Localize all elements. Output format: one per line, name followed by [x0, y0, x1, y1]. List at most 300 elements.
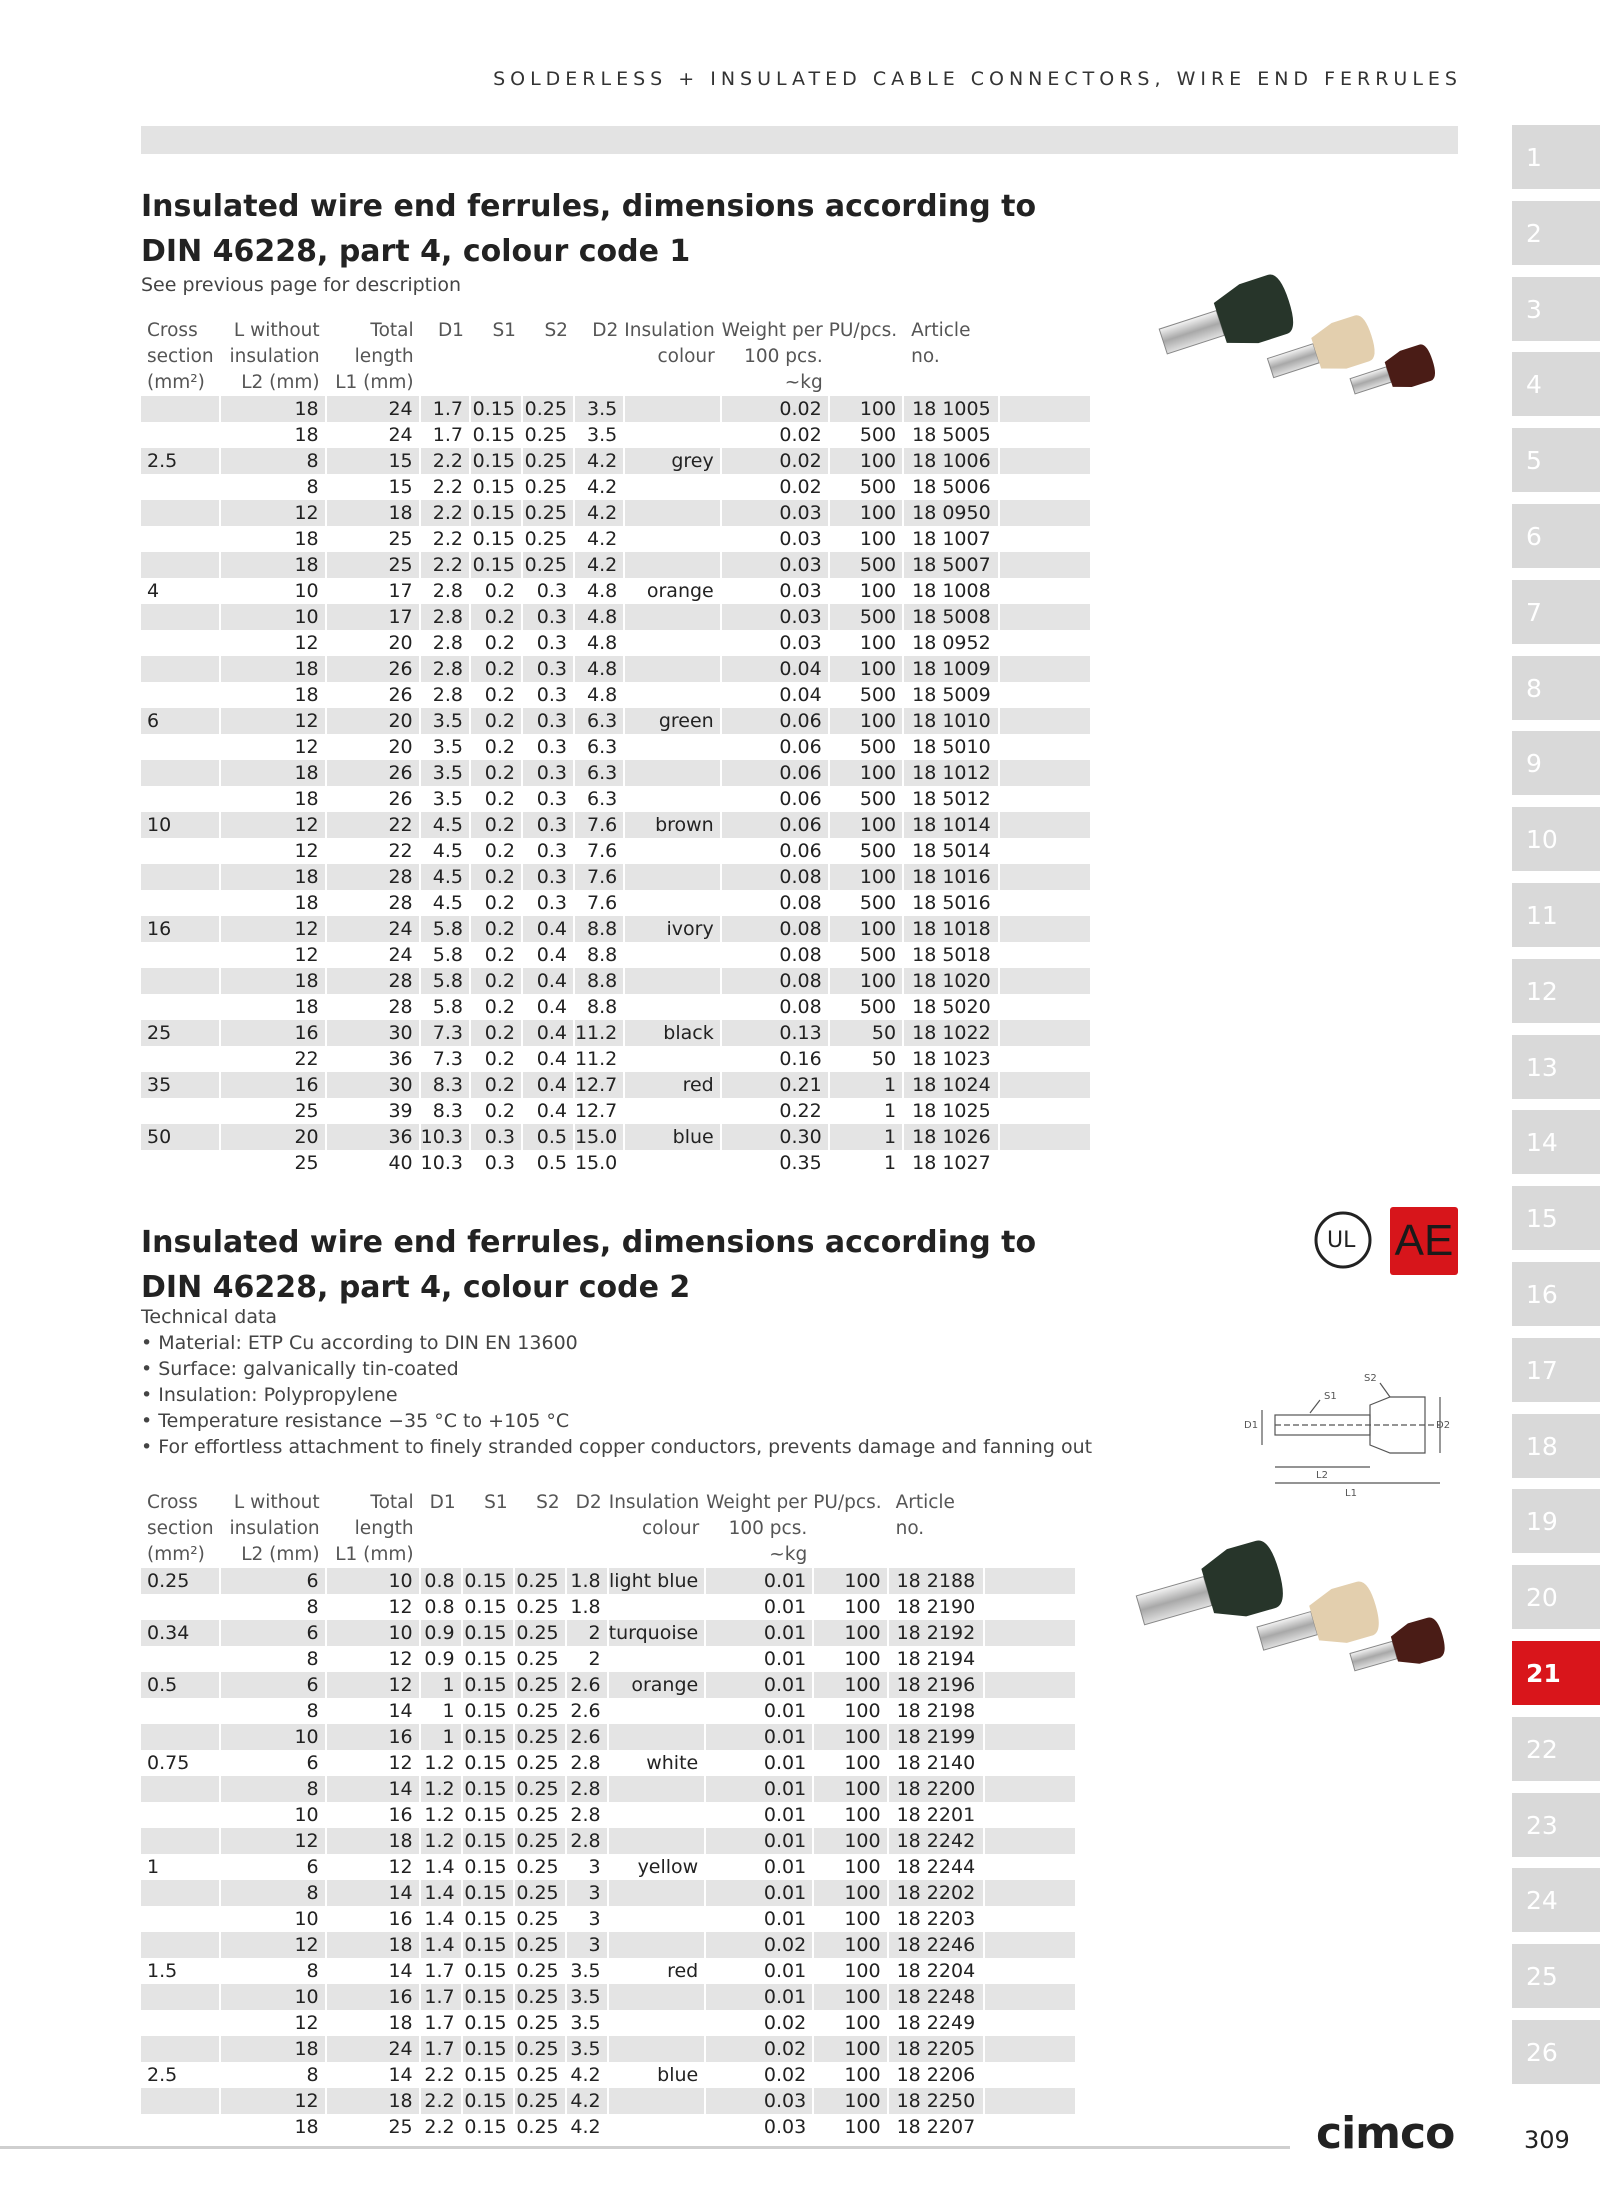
table-cell: [141, 890, 220, 916]
table-cell: 0.4: [522, 968, 574, 994]
table-cell: 0.2: [470, 760, 522, 786]
technical-data: [141, 1304, 1092, 1460]
table-cell: 18: [220, 422, 326, 448]
table-cell-spacer: [984, 1958, 1076, 1984]
table-cell: 100: [813, 1854, 887, 1880]
technical-data-heading: Technical data: [141, 1306, 278, 1328]
table-cell: brown: [624, 812, 720, 838]
table-cell: 18 1016: [903, 864, 999, 890]
table-cell: 10.3: [420, 1124, 470, 1150]
table-cell: 0.25: [514, 1620, 566, 1646]
table-row: [141, 1646, 1076, 1672]
table-cell: [624, 552, 720, 578]
table-cell: 30: [326, 1072, 420, 1098]
table-cell: 4.2: [566, 2088, 608, 2114]
page-number: 309: [1524, 2126, 1570, 2154]
table-cell: 12: [220, 916, 326, 942]
table-cell: [608, 1932, 706, 1958]
table-cell-spacer: [984, 1672, 1076, 1698]
table-cell: 0.25: [522, 552, 574, 578]
table-cell: 18: [220, 2114, 326, 2140]
table-cell: [624, 968, 720, 994]
table-cell: 3: [566, 1932, 608, 1958]
svg-text:D1: D1: [1244, 1420, 1259, 1431]
table-cell: [624, 734, 720, 760]
chapter-tab-26[interactable]: 26: [1512, 2020, 1600, 2084]
table-cell: 0.08: [721, 864, 829, 890]
table-cell: 8: [220, 1594, 326, 1620]
col-insulation: Insulation colour: [608, 1492, 700, 1539]
table-cell: 18 2207: [888, 2114, 984, 2140]
table-cell: 100: [813, 1802, 887, 1828]
table-cell: 18 5009: [903, 682, 999, 708]
table-cell: 0.03: [721, 578, 829, 604]
table-cell: 18 2244: [888, 1854, 984, 1880]
table-cell: 1.5: [141, 1958, 220, 1984]
table-cell: 3: [566, 1906, 608, 1932]
table-cell: 6: [220, 1672, 326, 1698]
table-cell: 100: [829, 526, 903, 552]
table-cell: 0.25: [514, 1646, 566, 1672]
table-cell: 7.3: [420, 1046, 470, 1072]
table-cell: 7.6: [574, 864, 624, 890]
col-weight: Weight per 100 pcs. ~kg: [721, 320, 823, 393]
table-cell: 1: [829, 1124, 903, 1150]
table-cell: 18: [220, 760, 326, 786]
chapter-tab-19[interactable]: 19: [1512, 1489, 1600, 1553]
table-cell: 22: [326, 838, 420, 864]
col-d1: D1: [437, 320, 464, 341]
ae-certification-icon: AE: [1390, 1207, 1458, 1275]
table-cell: 8: [220, 1880, 326, 1906]
table-cell: 0.01: [705, 1750, 813, 1776]
table-cell: 100: [813, 1698, 887, 1724]
table-row: [141, 760, 1091, 786]
table-cell: 100: [829, 864, 903, 890]
table-cell: [608, 1698, 706, 1724]
table-cell: 15: [326, 448, 420, 474]
table-cell: [141, 396, 220, 422]
table-cell: 100: [813, 2010, 887, 2036]
table-cell: 5.8: [420, 968, 470, 994]
table-cell: 18 2249: [888, 2010, 984, 2036]
table-cell: 25: [141, 1020, 220, 1046]
table-cell: 0.01: [705, 1672, 813, 1698]
table-cell: 0.25: [522, 422, 574, 448]
tech-item: • Temperature resistance −35 °C to +105 °C: [141, 1408, 1092, 1434]
table-cell: 6: [220, 1568, 326, 1594]
tech-item: • Insulation: Polypropylene: [141, 1382, 1092, 1408]
table-cell: 18: [326, 500, 420, 526]
chapter-tab-25[interactable]: 25: [1512, 1944, 1600, 2008]
table-cell: 12: [326, 1672, 420, 1698]
svg-text:S2: S2: [1364, 1373, 1377, 1384]
table-cell: 100: [813, 1594, 887, 1620]
table-cell: 500: [829, 786, 903, 812]
table-cell: 0.2: [470, 1046, 522, 1072]
table-cell-spacer: [999, 1020, 1091, 1046]
table-cell: 0.25: [514, 1984, 566, 2010]
table-cell: 15: [326, 474, 420, 500]
table-cell: 0.25: [514, 2010, 566, 2036]
table-cell: 24: [326, 396, 420, 422]
table-cell-spacer: [984, 1984, 1076, 2010]
table-cell: blue: [608, 2062, 706, 2088]
table-cell: 1: [829, 1072, 903, 1098]
table-cell-spacer: [999, 942, 1091, 968]
table-cell: 0.25: [514, 1958, 566, 1984]
col-weight: Weight per 100 pcs. ~kg: [706, 1492, 808, 1565]
table-cell: 18: [220, 994, 326, 1020]
chapter-tab-18[interactable]: 18: [1512, 1414, 1600, 1478]
table-cell: 0.25: [514, 2062, 566, 2088]
table-cell: 16: [220, 1072, 326, 1098]
chapter-tab-21[interactable]: 21: [1512, 1641, 1600, 1705]
table-cell: 0.25: [514, 1672, 566, 1698]
table-cell: 0.25: [514, 1750, 566, 1776]
table-row: [141, 500, 1091, 526]
table-cell: [624, 1046, 720, 1072]
tech-item: • For effortless attachment to finely stranded copper conductors, prevents damage and fanning out: [141, 1434, 1092, 1460]
table-cell: 35: [141, 1072, 220, 1098]
table-cell-spacer: [999, 604, 1091, 630]
table-cell: 0.15: [470, 474, 522, 500]
table-cell: [624, 682, 720, 708]
table-cell: 0.15: [462, 2088, 514, 2114]
table-cell: 1.7: [420, 1958, 462, 1984]
col-cross-section: Cross section (mm²): [147, 320, 214, 393]
table-cell: 6.3: [574, 786, 624, 812]
table-cell: 18 2204: [888, 1958, 984, 1984]
chapter-tab-1[interactable]: 1: [1512, 125, 1600, 189]
table-cell-spacer: [984, 1568, 1076, 1594]
table-row: [141, 1098, 1091, 1124]
table-cell: 0.2: [470, 916, 522, 942]
table-cell: 8.8: [574, 968, 624, 994]
table-cell-spacer: [984, 1698, 1076, 1724]
table-row: [141, 1724, 1076, 1750]
col-l1: Total length L1 (mm): [335, 1492, 414, 1565]
chapter-tab-17[interactable]: 17: [1512, 1338, 1600, 1402]
table-cell: 0.25: [522, 526, 574, 552]
chapter-tab-20[interactable]: 20: [1512, 1565, 1600, 1629]
table-cell: 0.01: [705, 1802, 813, 1828]
table-cell: [141, 760, 220, 786]
table-cell: 40: [326, 1150, 420, 1176]
table-cell: 18 2250: [888, 2088, 984, 2114]
table-cell: 16: [326, 1802, 420, 1828]
table-cell: 8.8: [574, 916, 624, 942]
table-cell: 0.3: [522, 760, 574, 786]
table-cell: grey: [624, 448, 720, 474]
cimco-logo: cimco: [1316, 2108, 1455, 2159]
table-cell: 0.25: [514, 2114, 566, 2140]
table-cell: [141, 500, 220, 526]
table-cell: 14: [326, 1958, 420, 1984]
table-cell: turquoise: [608, 1620, 706, 1646]
table-cell: 100: [829, 448, 903, 474]
table-cell: 3.5: [420, 734, 470, 760]
table-cell: 0.02: [705, 1932, 813, 1958]
table-cell: 18 1007: [903, 526, 999, 552]
table-cell: 500: [829, 552, 903, 578]
table-cell: [608, 2010, 706, 2036]
chapter-tab-2[interactable]: 2: [1512, 201, 1600, 265]
table-cell: 0.2: [470, 1072, 522, 1098]
chapter-tab-22[interactable]: 22: [1512, 1717, 1600, 1781]
table-cell: 6: [141, 708, 220, 734]
table-row: [141, 890, 1091, 916]
table-cell: 1.2: [420, 1750, 462, 1776]
chapter-tab-24[interactable]: 24: [1512, 1868, 1600, 1932]
table-cell: 0.25: [514, 1828, 566, 1854]
table-cell: 26: [326, 682, 420, 708]
chapter-tab-6[interactable]: 6: [1512, 504, 1600, 568]
table-cell: 0.3: [522, 682, 574, 708]
chapter-tab-4[interactable]: 4: [1512, 352, 1600, 416]
table-cell: 0.25: [514, 2088, 566, 2114]
table-cell: 12: [220, 1932, 326, 1958]
table-row: [141, 422, 1091, 448]
table-cell: [141, 656, 220, 682]
table-cell: 12: [220, 942, 326, 968]
table-body: [141, 1568, 1076, 2140]
table-cell: 16: [326, 1906, 420, 1932]
chapter-tab-5[interactable]: 5: [1512, 428, 1600, 492]
table-cell: [608, 1802, 706, 1828]
table-cell: 2.5: [141, 448, 220, 474]
table-cell: 4.5: [420, 890, 470, 916]
table-cell: 0.2: [470, 630, 522, 656]
chapter-tab-8[interactable]: 8: [1512, 656, 1600, 720]
table-cell: 26: [326, 760, 420, 786]
table-cell-spacer: [984, 2114, 1076, 2140]
table-cell-spacer: [999, 526, 1091, 552]
table-cell: 2: [566, 1620, 608, 1646]
col-article: Article no.: [895, 1492, 955, 1539]
table-cell: 3.5: [420, 786, 470, 812]
table-cell: 2.2: [420, 2062, 462, 2088]
col-article: Article no.: [911, 320, 971, 367]
table-cell: 0.3: [522, 838, 574, 864]
table-cell: 0.2: [470, 708, 522, 734]
table-cell: 0.5: [141, 1672, 220, 1698]
chapter-tab-13[interactable]: 13: [1512, 1035, 1600, 1099]
table-cell: 100: [829, 578, 903, 604]
table-cell: 8: [220, 448, 326, 474]
table-cell: 12.7: [574, 1072, 624, 1098]
table-cell: 0.08: [721, 968, 829, 994]
table-cell: 1.8: [566, 1594, 608, 1620]
table-cell: 18: [220, 890, 326, 916]
table-cell: 4.8: [574, 656, 624, 682]
table-cell: 18 1014: [903, 812, 999, 838]
technical-data-list: [141, 1330, 1092, 1460]
chapter-tab-3[interactable]: 3: [1512, 277, 1600, 341]
table-cell: 0.2: [470, 890, 522, 916]
chapter-tab-14[interactable]: 14: [1512, 1110, 1600, 1174]
svg-text:L2: L2: [1316, 1470, 1328, 1481]
table-cell: 18 2242: [888, 1828, 984, 1854]
table-cell: 2.2: [420, 474, 470, 500]
chapter-tab-23[interactable]: 23: [1512, 1793, 1600, 1857]
table-cell: [624, 838, 720, 864]
table-row: [141, 812, 1091, 838]
table-cell: 100: [813, 2114, 887, 2140]
table-cell: 1.7: [420, 396, 470, 422]
table-row: [141, 2114, 1076, 2140]
table-cell: 0.15: [462, 1958, 514, 1984]
table-cell: 18 2202: [888, 1880, 984, 1906]
table-row: [141, 656, 1091, 682]
table-cell: [141, 864, 220, 890]
table-cell-spacer: [999, 1098, 1091, 1124]
table-cell: 0.25: [514, 1932, 566, 1958]
table-cell: [624, 994, 720, 1020]
table-cell: 8.8: [574, 942, 624, 968]
table-cell: 500: [829, 942, 903, 968]
table-cell: orange: [624, 578, 720, 604]
table-cell: 0.03: [705, 2088, 813, 2114]
ferrule-table-colour-code-2: [141, 1490, 1077, 2140]
table-cell: [624, 760, 720, 786]
table-cell: [141, 1046, 220, 1072]
table-cell-spacer: [999, 448, 1091, 474]
table-cell: 0.15: [462, 2114, 514, 2140]
chapter-tab-15[interactable]: 15: [1512, 1186, 1600, 1250]
table-cell: 12: [326, 1594, 420, 1620]
table-cell: 0.02: [721, 422, 829, 448]
chapter-tab-11[interactable]: 11: [1512, 883, 1600, 947]
table-row: [141, 2010, 1076, 2036]
table-cell: 0.08: [721, 994, 829, 1020]
table-row: [141, 864, 1091, 890]
table-cell: 4.5: [420, 812, 470, 838]
chapter-tab-9[interactable]: 9: [1512, 731, 1600, 795]
table-cell: 100: [813, 1932, 887, 1958]
table-cell: 10: [220, 578, 326, 604]
table-cell: [624, 422, 720, 448]
table-cell: 0.15: [462, 1906, 514, 1932]
table-cell-spacer: [984, 1932, 1076, 1958]
table-cell: 18 2188: [888, 1568, 984, 1594]
table-cell: 0.25: [514, 1776, 566, 1802]
table-cell: 0.25: [514, 1880, 566, 1906]
table-cell: 6.3: [574, 708, 624, 734]
table-cell: 0.15: [462, 1880, 514, 1906]
table-cell: 0.15: [470, 552, 522, 578]
table-cell: 0.3: [522, 578, 574, 604]
table-cell-spacer: [984, 1828, 1076, 1854]
table-row: [141, 630, 1091, 656]
table-cell: 0.03: [721, 552, 829, 578]
table-row: [141, 1750, 1076, 1776]
table-cell: 0.15: [462, 1932, 514, 1958]
table-cell: 7.6: [574, 812, 624, 838]
table-cell: 500: [829, 890, 903, 916]
chapter-tab-16[interactable]: 16: [1512, 1262, 1600, 1326]
table-cell: [141, 1646, 220, 1672]
table-cell: 5.8: [420, 916, 470, 942]
table-cell: 18: [326, 1932, 420, 1958]
table-cell: 18 5008: [903, 604, 999, 630]
table-cell: 10.3: [420, 1150, 470, 1176]
table-cell: 1: [420, 1698, 462, 1724]
table-cell: [608, 1776, 706, 1802]
table-cell: 4.8: [574, 578, 624, 604]
table-cell: 3.5: [566, 2010, 608, 2036]
table-cell: 4.8: [574, 630, 624, 656]
table-cell-spacer: [999, 552, 1091, 578]
table-cell: 0.15: [470, 500, 522, 526]
table-cell: 18 2201: [888, 1802, 984, 1828]
table-cell: 0.06: [721, 708, 829, 734]
table-cell: 18: [220, 682, 326, 708]
table-cell: 18 1008: [903, 578, 999, 604]
table-cell: 0.15: [462, 2062, 514, 2088]
table-row: [141, 1802, 1076, 1828]
table-cell: 500: [829, 474, 903, 500]
table-row: [141, 916, 1091, 942]
table-cell: 3.5: [566, 2036, 608, 2062]
chapter-tab-12[interactable]: 12: [1512, 959, 1600, 1023]
table-cell: 18 5006: [903, 474, 999, 500]
table-cell: 4.5: [420, 864, 470, 890]
table-cell: [608, 1828, 706, 1854]
table-cell: 0.06: [721, 734, 829, 760]
ul-certification-icon: [1313, 1210, 1373, 1270]
table-cell-spacer: [984, 2036, 1076, 2062]
table-cell: 22: [326, 812, 420, 838]
table-cell: 2.8: [420, 630, 470, 656]
table-cell: 24: [326, 916, 420, 942]
table-cell-spacer: [999, 396, 1091, 422]
table-cell: 0.25: [514, 1698, 566, 1724]
table-cell: yellow: [608, 1854, 706, 1880]
table-cell: 0.2: [470, 968, 522, 994]
table-cell: 0.2: [470, 1098, 522, 1124]
table-cell: 20: [220, 1124, 326, 1150]
table-row: [141, 1984, 1076, 2010]
table-cell: [141, 2010, 220, 2036]
table-cell: 0.2: [470, 682, 522, 708]
table-cell: 18: [326, 2010, 420, 2036]
table-row: [141, 526, 1091, 552]
table-cell: 0.25: [514, 2036, 566, 2062]
table-cell: 0.03: [705, 2114, 813, 2140]
table-cell: 100: [813, 1984, 887, 2010]
table-row: [141, 1020, 1091, 1046]
col-s1: S1: [492, 320, 516, 341]
table-cell: 100: [829, 708, 903, 734]
table-cell: 0.15: [462, 1724, 514, 1750]
table-cell: 0.01: [705, 1776, 813, 1802]
table-cell: 0.15: [462, 2036, 514, 2062]
table-cell: white: [608, 1750, 706, 1776]
table-cell-spacer: [984, 1620, 1076, 1646]
chapter-tab-7[interactable]: 7: [1512, 580, 1600, 644]
table-cell-spacer: [984, 1646, 1076, 1672]
col-l2: L without insulation L2 (mm): [229, 320, 320, 393]
table-row: [141, 448, 1091, 474]
table-row: [141, 474, 1091, 500]
table-cell: 100: [813, 1724, 887, 1750]
chapter-tab-10[interactable]: 10: [1512, 807, 1600, 871]
table-cell: 18 1020: [903, 968, 999, 994]
table-cell: 18: [220, 864, 326, 890]
table-row: [141, 968, 1091, 994]
col-s2: S2: [536, 1492, 560, 1513]
